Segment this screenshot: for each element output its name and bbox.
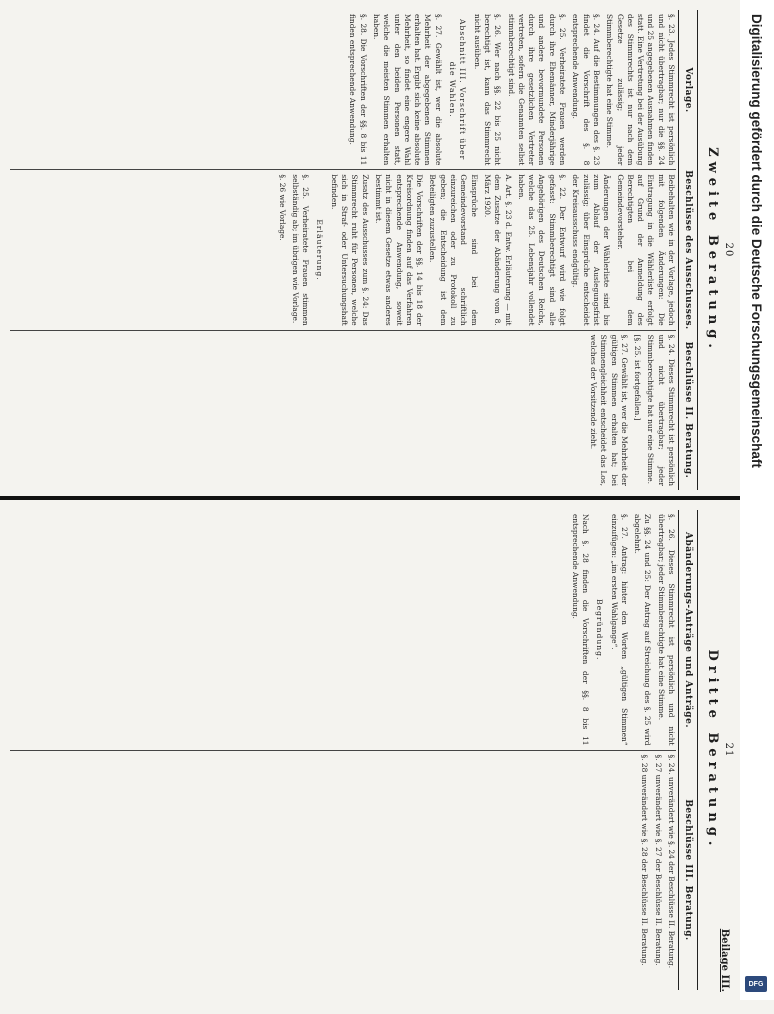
column-vorlage [10, 10, 676, 169]
page-title: Dritte Beratung. [705, 649, 720, 851]
paragraph: §. 27 unverändert wie §. 27 der Beschlüsse II. Beratung. [653, 754, 663, 966]
column-header: Abänderungs-Anträge und Anträge. [683, 532, 693, 728]
dfg-logo-icon: DFG [745, 976, 767, 992]
paragraph: §. 23. Jedes Stimmrecht ist persönlich und nicht übertragbar; nur die §§. 24 und 25 angegebenen Ausnahmen finden statt. Eine Vertretung bei der Ausübung des Stimmrechts ist nur nach dem Gesetze zulässig; jeder Stimmberechtigte hat eine Stimme. [605, 14, 676, 166]
paragraph: §. 26 wie Vorlage. [277, 174, 287, 241]
paragraph: §. 22. Der Entwurf wird wie folgt gefasst: Stimmberechtigt sind alle Angehörigen des Deutschen Reichs, welche das 25. Lebensjahr vollendet haben. [516, 174, 568, 326]
paragraph: §. 26. Wer nach §§. 22 bis 25 nicht berechtigt ist, kann das Stimmrecht nicht ausüben. [472, 14, 503, 166]
paragraph: §. 25. Verheiratete Frauen werden durch ihre Ehemänner, Minderjährige und andere bevormundete Personen durch ihre gesetzlichen Vertreter vertreten, sofern die Genannten selbst stimmberechtigt sind. [506, 14, 568, 166]
paragraph: [§. 25. ist fortgefallen.] [633, 334, 643, 421]
column-header: Beschlüsse III. Beratung. [683, 799, 693, 941]
paragraph: §. 27. Gewählt ist, wer die absolute Mehrheit der abgegebenen Stimmen erhalten hat. Ergibt sich keine absolute Mehrheit, so findet eine engere Wahl unter den beiden Personen statt, welche die meisten Stimmen erhalten haben. [371, 14, 443, 166]
paragraph: §. 25. Verheiratete Frauen stimmen selbständig ab; im übrigen wie Vorlage. [290, 174, 311, 326]
column-header: Beschlüsse des Ausschusses. [683, 170, 693, 330]
credit-sidebar [740, 0, 774, 1000]
paragraph: Die Vorschriften der §§. 14 bis 18 der Kreisordnung finden auf das Verfahren entsprechende Anwendung, soweit nicht in diesem Gesetze etwas anderes bestimmt ist. [373, 174, 425, 326]
paragraph: §. 24. Dieses Stimmrecht ist persönlich und nicht übertragbar; jeder Stimmberechtigte hat nur eine Stimme. [646, 334, 676, 486]
column-beratung-3 [10, 750, 676, 991]
paragraph: §. 24. unverändert wie §. 24 der Beschlüsse II. Beratung. [667, 754, 676, 969]
page-title: Zweite Beratung. [705, 147, 720, 353]
paragraph: §. 26. Dieses Stimmrecht ist persönlich und nicht übertragbar; jeder Stimmberechtigte hat eine Stimme. [656, 514, 676, 746]
paragraph: Beibehalten wie in der Vorlage, jedoch mit folgenden Änderungen: Die Eintragung in die Wählerliste erfolgt auf Grund der Anmeldung des Berechtigten bei dem Gemeindevorsteher. [615, 174, 676, 326]
right-page [0, 500, 740, 1000]
left-page [0, 0, 740, 500]
column-header-row [678, 510, 698, 990]
paragraph: A. Art. §. 23 d. Entw. Erläuterung — mit dem Zusatze der Abänderung vom 8. März 1920. [482, 174, 513, 326]
paragraph: Änderungen der Wählerliste sind bis zum Ablauf der Auslegungsfrist zulässig; über Einsprüche entscheidet der Kreisausschuss endgültig. [571, 174, 612, 326]
column-ausschuss [10, 169, 676, 329]
paragraph: §. 27. Antrag: hinter den Worten „gültigen Stimmen“ einzufügen: „im ersten Wahlgange“. [609, 514, 629, 746]
paragraph: §. 24. Auf die Bestimmungen des §. 23 findet die Vorschrift des §. 8 entsprechende Anwendung. [571, 14, 601, 166]
paragraph: Einsprüche sind bei dem Gemeindevorstand schriftlich einzureichen oder zu Protokoll zu geben; die Entscheidung ist dem Beteiligten zuzustellen. [428, 174, 479, 326]
column-header: Vorlage. [683, 67, 693, 113]
paragraph: Zusatz des Ausschusses zum §. 24: Das Stimmrecht ruht für Personen, welche sich in Straf- oder Untersuchungshaft befinden. [329, 174, 370, 326]
paragraph: Nach §. 28 finden die Vorschriften der §§. 8 bis 11 entsprechende Anwendung. [570, 514, 590, 746]
paragraph: §. 28 unverändert wie §. 28 der Beschlüsse II. Beratung. [640, 754, 650, 966]
column-antraege [10, 510, 676, 750]
section-heading: Abschnitt III. Vorschrift über die Wahlen. [448, 19, 468, 161]
column-beratung-2 [10, 330, 676, 490]
paragraph: §. 28. Die Vorschriften der §§. 8 bis 11 finden entsprechende Anwendung. [348, 14, 368, 166]
funding-credit: Digitalisierung gefördert durch die Deutsche Forschungsgemeinschaft [749, 14, 765, 468]
caption: Begründung. [595, 599, 605, 661]
page-mark: Beilage III. [719, 928, 730, 992]
text-columns [10, 10, 676, 490]
column-header-row [678, 10, 698, 490]
paragraph: Zu §§. 24 und 25: Der Antrag auf Streichung des §. 25 wird abgelehnt. [633, 514, 653, 746]
text-columns [10, 510, 676, 990]
paragraph: §. 27. Gewählt ist, wer die Mehrheit der gültigen Stimmen erhalten hat; bei Stimmengleichheit entscheidet das Los, welches der Vorsitzende zieht. [588, 334, 629, 486]
caption: Erläuterung. [315, 219, 325, 281]
page-number: 21 [723, 742, 734, 758]
column-header: Beschlüsse II. Beratung. [683, 341, 693, 479]
page-number: 20 [723, 242, 734, 258]
